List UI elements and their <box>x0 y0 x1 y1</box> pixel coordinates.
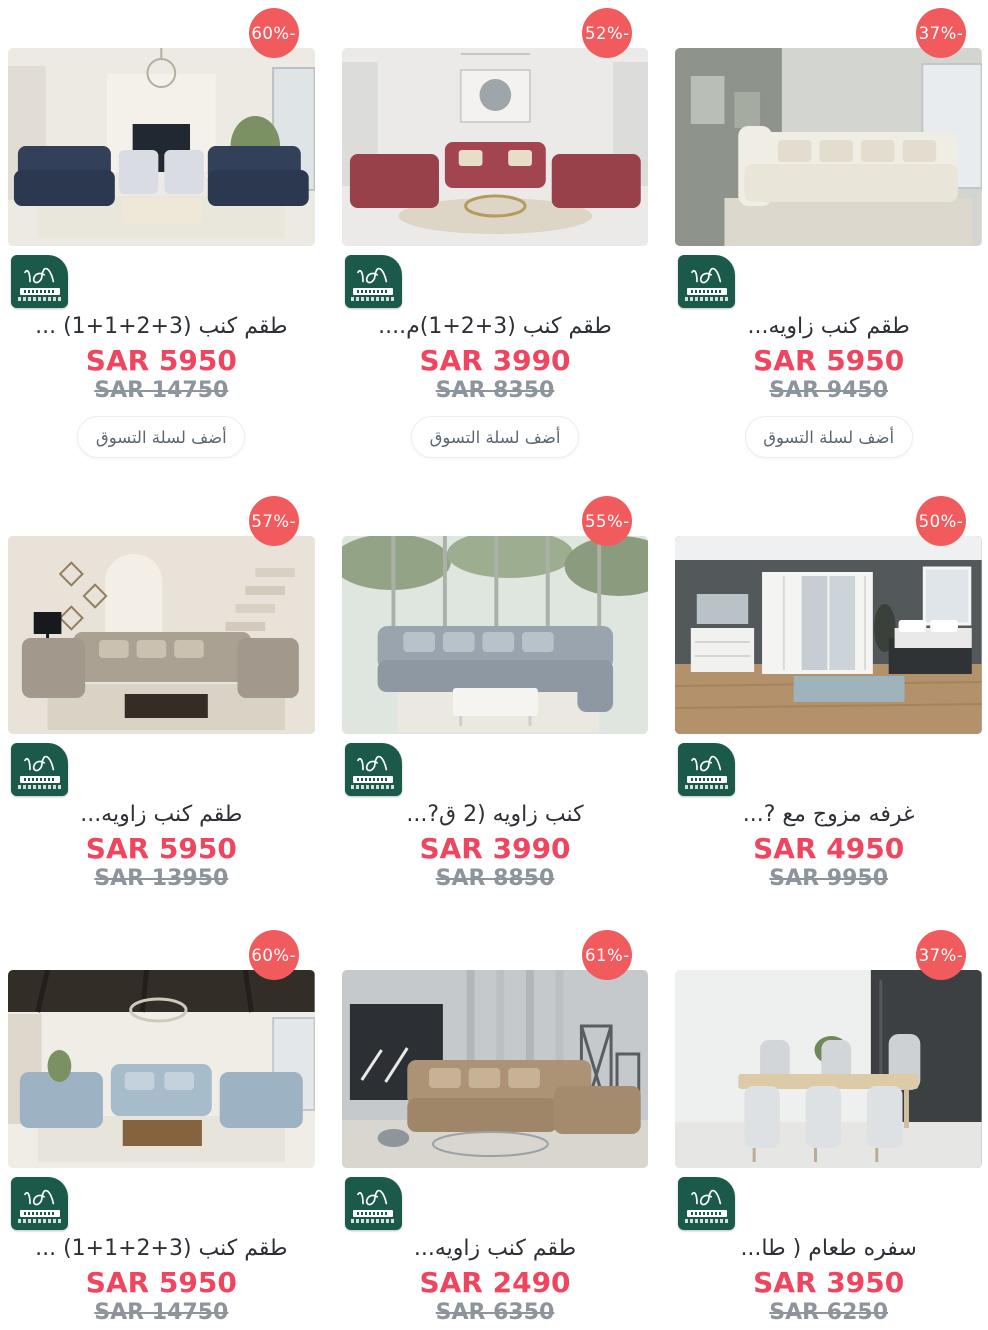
product-card <box>8 930 315 1326</box>
product-image[interactable] <box>342 970 649 1168</box>
dining-set-photo <box>675 970 982 1168</box>
sale-price: SAR 3990 <box>419 832 571 865</box>
discount-badge: 52%- <box>582 8 632 58</box>
product-card <box>675 8 982 458</box>
brand-logo-badge <box>345 1177 402 1230</box>
sale-price: SAR 4950 <box>753 832 905 865</box>
brand-logo-strip <box>687 288 727 295</box>
sale-price: SAR 5950 <box>85 1266 237 1299</box>
brand-logo-tagline <box>18 785 62 789</box>
original-price: SAR 6350 <box>435 1300 555 1325</box>
discount-badge: 61%- <box>582 930 632 980</box>
brand-logo-tagline <box>685 1219 729 1223</box>
product-card <box>342 496 649 892</box>
brand-logo-tagline <box>351 297 395 301</box>
discount-badge: 37%- <box>916 930 966 980</box>
product-image[interactable] <box>675 970 982 1168</box>
product-image[interactable] <box>342 48 649 246</box>
brand-logo-tagline <box>685 297 729 301</box>
product-card <box>8 496 315 892</box>
sale-price: SAR 5950 <box>753 344 905 377</box>
sale-price: SAR 3950 <box>753 1266 905 1299</box>
brand-calligraphy-icon <box>687 1184 727 1208</box>
original-price: SAR 14750 <box>94 1300 229 1325</box>
navy-living-room-photo <box>8 48 315 246</box>
brand-logo-badge <box>11 1177 68 1230</box>
sale-price: SAR 5950 <box>85 344 237 377</box>
product-title[interactable]: طقم كنب زاويه... <box>80 802 243 827</box>
white-corner-sofa-photo <box>675 48 982 246</box>
add-to-cart-button[interactable]: أضف لسلة التسوق <box>745 416 913 458</box>
original-price: SAR 8350 <box>435 378 555 403</box>
sale-price: SAR 2490 <box>419 1266 571 1299</box>
discount-badge: 60%- <box>249 8 299 58</box>
product-image[interactable] <box>8 536 315 734</box>
brand-logo-strip <box>353 776 393 783</box>
product-image[interactable] <box>8 970 315 1168</box>
discount-badge: 57%- <box>249 496 299 546</box>
original-price: SAR 14750 <box>94 378 229 403</box>
brand-logo-badge <box>678 1177 735 1230</box>
brand-logo-strip <box>687 1210 727 1217</box>
product-title[interactable]: طقم كنب (3+2+1+1) ... <box>35 314 288 339</box>
product-image[interactable] <box>675 536 982 734</box>
product-title[interactable]: كنب زاويه (2 ق?... <box>406 802 584 827</box>
brand-calligraphy-icon <box>20 1184 60 1208</box>
brand-calligraphy-icon <box>353 262 393 286</box>
product-title[interactable]: سفره طعام ( طا... <box>740 1236 917 1261</box>
brand-logo-tagline <box>18 297 62 301</box>
add-to-cart-button[interactable]: أضف لسلة التسوق <box>77 416 245 458</box>
gray-corner-sofa-photo <box>342 536 649 734</box>
brand-logo-strip <box>20 288 60 295</box>
discount-badge: 60%- <box>249 930 299 980</box>
brand-logo-badge <box>345 743 402 796</box>
brand-calligraphy-icon <box>687 262 727 286</box>
brand-logo-tagline <box>685 785 729 789</box>
add-to-cart-button[interactable]: أضف لسلة التسوق <box>411 416 579 458</box>
burgundy-living-room-photo <box>342 48 649 246</box>
brand-logo-strip <box>353 1210 393 1217</box>
product-card <box>675 496 982 892</box>
brand-logo-badge <box>11 255 68 308</box>
product-card <box>8 8 315 458</box>
brand-calligraphy-icon <box>353 1184 393 1208</box>
brand-logo-tagline <box>18 1219 62 1223</box>
brand-calligraphy-icon <box>20 262 60 286</box>
brand-logo-strip <box>20 1210 60 1217</box>
product-card <box>675 930 982 1326</box>
product-image[interactable] <box>8 48 315 246</box>
brand-logo-strip <box>353 288 393 295</box>
brand-logo-tagline <box>351 1219 395 1223</box>
original-price: SAR 8850 <box>435 866 555 891</box>
product-card <box>342 8 649 458</box>
brand-calligraphy-icon <box>20 750 60 774</box>
brand-logo-badge <box>345 255 402 308</box>
brand-logo-badge <box>678 743 735 796</box>
original-price: SAR 9450 <box>769 378 888 403</box>
discount-badge: 50%- <box>916 496 966 546</box>
taupe-corner-sofa-photo <box>8 536 315 734</box>
product-image[interactable] <box>675 48 982 246</box>
brand-logo-badge <box>678 255 735 308</box>
brand-logo-tagline <box>351 785 395 789</box>
product-title[interactable]: طقم كنب (3+2+1)م.... <box>378 314 612 339</box>
blue-sofa-set-photo <box>8 970 315 1168</box>
brand-calligraphy-icon <box>687 750 727 774</box>
product-title[interactable]: غرفه مزوج مع ?... <box>742 802 915 827</box>
tan-corner-sofa-photo <box>342 970 649 1168</box>
brand-logo-strip <box>687 776 727 783</box>
original-price: SAR 9950 <box>769 866 888 891</box>
discount-badge: 37%- <box>916 8 966 58</box>
brand-calligraphy-icon <box>353 750 393 774</box>
brand-logo-strip <box>20 776 60 783</box>
product-title[interactable]: طقم كنب زاويه... <box>413 1236 577 1261</box>
product-card <box>342 930 649 1326</box>
brand-logo-badge <box>11 743 68 796</box>
sale-price: SAR 5950 <box>85 832 237 865</box>
sale-price: SAR 3990 <box>419 344 571 377</box>
product-image[interactable] <box>342 536 649 734</box>
discount-badge: 55%- <box>582 496 632 546</box>
product-title[interactable]: طقم كنب (3+2+1+1) ... <box>35 1236 288 1261</box>
original-price: SAR 6250 <box>769 1300 888 1325</box>
original-price: SAR 13950 <box>94 866 229 891</box>
bedroom-set-photo <box>675 536 982 734</box>
product-title[interactable]: طقم كنب زاويه... <box>747 314 910 339</box>
